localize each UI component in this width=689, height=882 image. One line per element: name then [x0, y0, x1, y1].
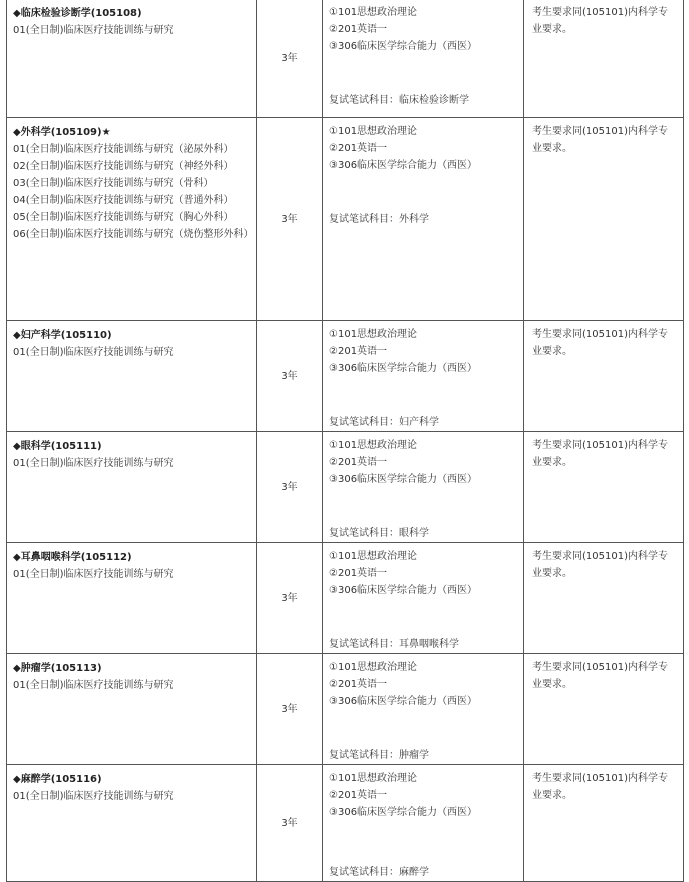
exam-subject: ②201英语一	[329, 568, 388, 579]
retest-subject: 复试笔试科目：临床检验诊断学	[329, 95, 469, 106]
exam-subject: ①101思想政治理论	[329, 440, 418, 451]
requirement-cell	[524, 543, 684, 654]
requirement-note: 考生要求同(105101)内科学专业要求。	[532, 126, 668, 154]
requirement-note: 考生要求同(105101)内科学专业要求。	[532, 662, 668, 690]
requirement-cell	[524, 432, 684, 543]
exam-subject: ③306临床医学综合能力（西医）	[329, 474, 478, 485]
retest-subject: 复试笔试科目：眼科学	[329, 528, 429, 539]
exam-subject: ①101思想政治理论	[329, 329, 418, 340]
research-direction: 02(全日制)临床医疗技能训练与研究（神经外科）	[13, 161, 234, 172]
requirement-note: 考生要求同(105101)内科学专业要求。	[532, 440, 668, 468]
exam-subject: ②201英语一	[329, 143, 388, 154]
exam-subject: ③306临床医学综合能力（西医）	[329, 41, 478, 52]
requirement-note: 考生要求同(105101)内科学专业要求。	[532, 773, 668, 801]
exam-subject: ①101思想政治理论	[329, 126, 418, 137]
major-cell	[7, 543, 257, 654]
study-years: 3年	[257, 432, 323, 543]
research-direction: 01(全日制)临床医疗技能训练与研究	[13, 347, 174, 358]
major-cell	[7, 432, 257, 543]
exam-cell	[323, 765, 524, 882]
exam-cell	[323, 432, 524, 543]
exam-subject: ②201英语一	[329, 790, 388, 801]
requirement-cell	[524, 654, 684, 765]
table-row	[7, 321, 684, 432]
research-direction: 01(全日制)临床医疗技能训练与研究	[13, 458, 174, 469]
table-row	[7, 543, 684, 654]
retest-subject: 复试笔试科目：外科学	[329, 214, 429, 225]
major-title: ◆临床检验诊断学(105108)	[13, 8, 142, 19]
exam-subject: ③306临床医学综合能力（西医）	[329, 160, 478, 171]
exam-subject: ①101思想政治理论	[329, 662, 418, 673]
retest-subject: 复试笔试科目：耳鼻咽喉科学	[329, 639, 459, 650]
major-cell	[7, 0, 257, 118]
study-years: 3年	[257, 118, 323, 321]
retest-subject: 复试笔试科目：麻醉学	[329, 867, 429, 878]
retest-subject: 复试笔试科目：妇产科学	[329, 417, 439, 428]
admissions-table	[6, 0, 684, 882]
study-years: 3年	[257, 543, 323, 654]
table-row	[7, 432, 684, 543]
exam-subject: ②201英语一	[329, 679, 388, 690]
table-row	[7, 654, 684, 765]
major-cell	[7, 765, 257, 882]
exam-subject: ③306临床医学综合能力（西医）	[329, 363, 478, 374]
research-direction: 04(全日制)临床医疗技能训练与研究（普通外科）	[13, 195, 234, 206]
study-years: 3年	[257, 321, 323, 432]
exam-subject: ①101思想政治理论	[329, 551, 418, 562]
retest-subject: 复试笔试科目：肿瘤学	[329, 750, 429, 761]
exam-subject: ③306临床医学综合能力（西医）	[329, 696, 478, 707]
major-cell	[7, 654, 257, 765]
exam-cell	[323, 654, 524, 765]
major-title: ◆妇产科学(105110)	[13, 330, 112, 341]
major-title: ◆肿瘤学(105113)	[13, 663, 102, 674]
requirement-cell	[524, 765, 684, 882]
exam-cell	[323, 0, 524, 118]
exam-subject: ①101思想政治理论	[329, 773, 418, 784]
requirement-cell	[524, 321, 684, 432]
research-direction: 05(全日制)临床医疗技能训练与研究（胸心外科）	[13, 212, 234, 223]
requirement-cell	[524, 0, 684, 118]
exam-subject: ②201英语一	[329, 457, 388, 468]
table-row	[7, 765, 684, 882]
exam-subject: ③306临床医学综合能力（西医）	[329, 585, 478, 596]
major-title: ◆麻醉学(105116)	[13, 774, 102, 785]
research-direction: 01(全日制)临床医疗技能训练与研究	[13, 680, 174, 691]
exam-cell	[323, 543, 524, 654]
study-years: 3年	[257, 765, 323, 882]
table-row	[7, 0, 684, 118]
exam-subject: ①101思想政治理论	[329, 7, 418, 18]
research-direction: 01(全日制)临床医疗技能训练与研究	[13, 25, 174, 36]
major-title: ◆耳鼻咽喉科学(105112)	[13, 552, 132, 563]
requirement-cell	[524, 118, 684, 321]
exam-subject: ②201英语一	[329, 24, 388, 35]
requirement-note: 考生要求同(105101)内科学专业要求。	[532, 551, 668, 579]
exam-cell	[323, 118, 524, 321]
requirement-note: 考生要求同(105101)内科学专业要求。	[532, 329, 668, 357]
exam-subject: ③306临床医学综合能力（西医）	[329, 807, 478, 818]
exam-subject: ②201英语一	[329, 346, 388, 357]
requirement-note: 考生要求同(105101)内科学专业要求。	[532, 7, 668, 35]
major-title: ◆外科学(105109)★	[13, 127, 111, 138]
research-direction: 01(全日制)临床医疗技能训练与研究（泌尿外科）	[13, 144, 234, 155]
research-direction: 01(全日制)临床医疗技能训练与研究	[13, 791, 174, 802]
study-years: 3年	[257, 0, 323, 118]
research-direction: 03(全日制)临床医疗技能训练与研究（骨科）	[13, 178, 214, 189]
research-direction: 01(全日制)临床医疗技能训练与研究	[13, 569, 174, 580]
research-direction: 06(全日制)临床医疗技能训练与研究（烧伤整形外科）	[13, 229, 254, 240]
table-row	[7, 118, 684, 321]
major-cell	[7, 118, 257, 321]
study-years: 3年	[257, 654, 323, 765]
major-title: ◆眼科学(105111)	[13, 441, 102, 452]
exam-cell	[323, 321, 524, 432]
major-cell	[7, 321, 257, 432]
table-body	[7, 0, 684, 882]
